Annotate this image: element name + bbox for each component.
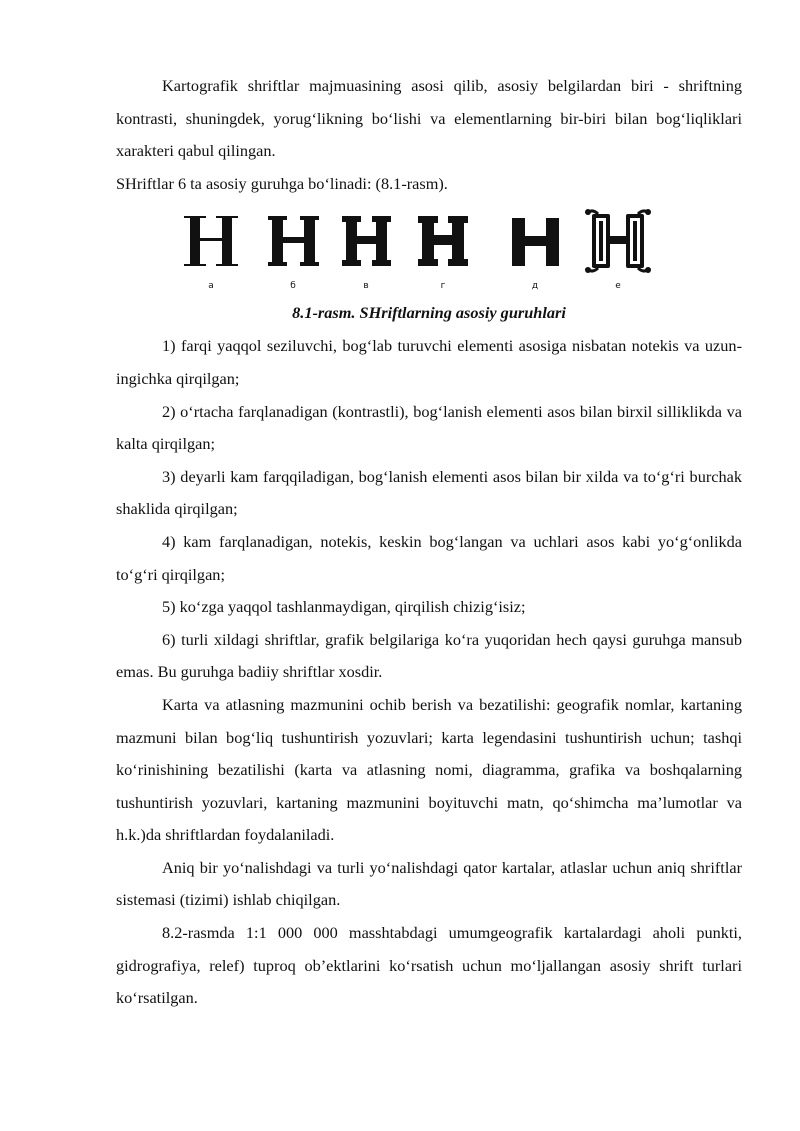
label-c: в (363, 281, 369, 292)
paragraph-2: SHriftlar 6 ta asosiy guruhga bo‘linadi: (8.1-rasm). (116, 173, 448, 193)
label-f: е (615, 281, 621, 292)
paragraph-4: 2) o‘rtacha farqlanadigan (kontrastli), bog‘lanish elementi asos bilan birxil silliklikda va kalta qirqilgan; (116, 401, 742, 454)
figure-font-groups (116, 204, 742, 296)
paragraph-8: 6) turli xildagi shriftlar, grafik belgilariga ko‘ra yuqoridan hech qaysi guruhga mansub emas. Bu guruhga badiiy shriftlar xosdir. (116, 629, 742, 682)
paragraph-11: 8.2-rasmda 1:1 000 000 masshtabdagi umumgeografik kartalardagi aholi punkti, gidrografiya, relef) tuproq ob’ektlarini ko‘rsatish uchun mo‘ljallangan asosiy shrift turlari ko‘rsatilgan. (116, 923, 742, 1008)
font-groups-illustration (182, 204, 674, 296)
letter-a-glyph (184, 216, 238, 266)
letter-b-glyph (268, 216, 319, 266)
paragraph-6: 4) kam farqlanadigan, notekis, keskin bog‘langan va uchlari asos kabi yo‘g‘onlikda to‘g‘ri qirqilgan; (116, 531, 742, 584)
paragraph-10: Aniq bir yo‘nalishdagi va turli yo‘nalishdagi qator kartalar, atlaslar uchun aniq shriftlar sistemasi (tizimi) ishlab chiqilgan. (116, 857, 742, 910)
letter-f-glyph (585, 209, 651, 273)
paragraph-3: 1) farqi yaqqol seziluvchi, bog‘lab turuvchi elementi asosiga nisbatan notekis va uzun-ingichka qirqilgan; (116, 336, 742, 388)
paragraph-5: 3) deyarli kam farqqiladigan, bog‘lanish elementi asos bilan bir xilda va to‘g‘ri burchak shaklida qirqilgan; (116, 466, 742, 519)
label-b: б (290, 281, 296, 292)
figure-caption: 8.1-rasm. SHriftlarning asosiy guruhlari (292, 303, 566, 323)
letter-e-glyph (512, 218, 559, 266)
label-a: а (208, 281, 214, 292)
paragraph-9: Karta va atlasning mazmunini ochib berish va bezatilishi: geografik nomlar, kartaning mazmuni bilan bog‘liq tushuntirish yozuvlari; karta legendasini tushuntirish uchun; tashqi ko‘rinishining bezatilishi (karta va atlasning nomi, diagramma, grafika va boshqalarning tushuntirish yozuvlari, kartaning mazmunini boyituvchi matn, qo‘shimcha ma’lumotlar va h.k.)da shriftlardan foydalaniladi. (116, 694, 742, 845)
paragraph-7: 5) ko‘zga yaqqol tashlanmaydigan, qirqilish chizig‘isiz; (162, 597, 526, 617)
paragraph-1: Kartografik shriftlar majmuasining asosi qilib, asosiy belgilardan biri - shriftning kontrasti, shuningdek, yorug‘likning bo‘lishi va elementlarning bir-biri bilan bog‘liqliklari xarakteri qabul qilingan. (116, 76, 742, 161)
label-d: г (440, 281, 446, 292)
letter-c-glyph (342, 216, 391, 266)
letter-d-glyph (418, 216, 468, 266)
label-e: д (531, 281, 539, 292)
document-page (116, 70, 742, 1015)
